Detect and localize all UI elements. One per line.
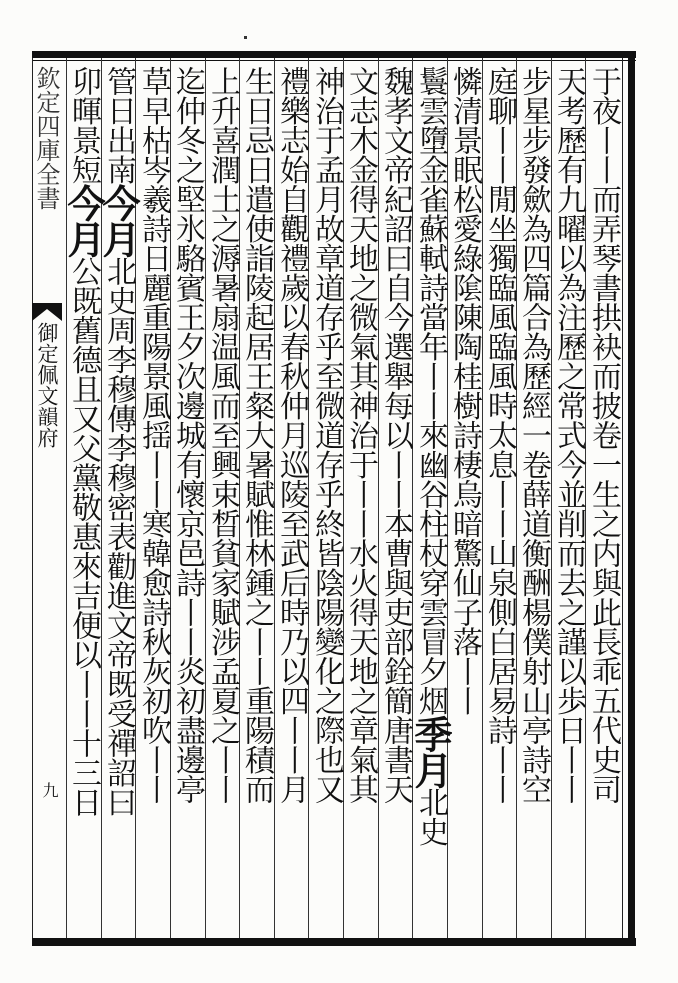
folio-number: 九 xyxy=(40,782,59,798)
frame-bottom-border xyxy=(32,938,636,946)
frame-right-border xyxy=(628,51,635,946)
text-segment: 文志木金得天地之微氣其神治于丨丨水火得天地之章氣其 xyxy=(343,66,378,804)
headword: 今月 xyxy=(96,184,141,256)
text-segment: 天考歷有九曜以為注歷之常式今並削而去之謹以歩日丨丨 xyxy=(551,66,586,804)
frame-top-inner-rule xyxy=(32,60,636,61)
text-column xyxy=(408,66,453,932)
text-segment: 北史周李穆傳李穆密表勸進文帝既受禪詔曰 xyxy=(101,256,136,817)
text-segment: 公既舊德且又父黨敬惠來吉便以丨丨十三日 xyxy=(66,256,101,817)
banxin-book-title: 御定佩文韻府 xyxy=(35,322,59,448)
text-column xyxy=(375,66,415,932)
text-segment: 魏孝文帝紀詔曰自今選舉每以丨丨本曹與吏部銓簡唐書天 xyxy=(378,66,413,804)
text-segment: 管日出南 xyxy=(101,66,136,184)
text-column xyxy=(202,66,242,932)
text-segment: 步星步發歛為四篇合為歷經一卷薛道衡酬楊僕射山亭詩空 xyxy=(516,66,551,804)
text-segment: 北史 xyxy=(413,787,448,846)
text-segment: 卯暉景短 xyxy=(66,66,101,184)
text-segment: 于夜丨丨而弄琴書拱袂而披卷一生之内與此長乖五代史司 xyxy=(586,66,621,804)
headword: 今月 xyxy=(61,184,106,256)
text-column xyxy=(548,66,588,932)
text-column xyxy=(167,66,207,932)
text-segment: 生日忌日遣使詣陵起居王粲大暑賦惟林鍾之丨丨重陽積而 xyxy=(239,66,274,804)
text-segment: 迄仲冬之堅氷駱賓王夕次邊城有懷京邑詩丨丨炎初盡邊亭 xyxy=(170,66,205,804)
text-column xyxy=(583,66,623,932)
text-column xyxy=(513,66,553,932)
text-segment: 禮樂志始自觀禮歲以春秋仲月巡陵至武后時乃以四丨丨月 xyxy=(274,66,309,804)
text-column xyxy=(340,66,380,932)
text-segment: 上升喜潤土之溽暑扇温風而至興束晳貧家賦涉孟夏之丨丨 xyxy=(205,66,240,804)
text-segment: 庭聊丨丨閒坐獨臨風臨風時太息丨丨山泉側白居易詩丨丨 xyxy=(482,66,517,804)
headword: 季月 xyxy=(408,715,453,787)
text-segment: 草早枯岑羲詩日麗重陽景風揺丨丨寒韓愈詩秋灰初吹丨丨 xyxy=(136,66,171,804)
text-segment: 神治于孟月故章道存乎至微道存乎終皆陰陽變化之際也又 xyxy=(309,66,344,804)
frame-top-border xyxy=(32,51,636,58)
text-column xyxy=(236,66,276,932)
text-column xyxy=(444,66,484,932)
text-column xyxy=(61,66,106,932)
fishtail-mark-icon xyxy=(32,303,62,321)
text-segment: 憐清景眠松愛綠隂陳陶桂樹詩棲烏暗驚仙子落丨丨 xyxy=(447,66,482,715)
ink-speck xyxy=(244,36,247,39)
text-column xyxy=(271,66,311,932)
text-column xyxy=(479,66,519,932)
text-column xyxy=(306,66,346,932)
text-segment: 鬟雲墮金雀蘇軾詩當年丨丨來幽谷柱杖穿雲冒夕烟 xyxy=(413,66,448,715)
banxin-upper-title: 欽定四庫全書 xyxy=(32,66,60,210)
